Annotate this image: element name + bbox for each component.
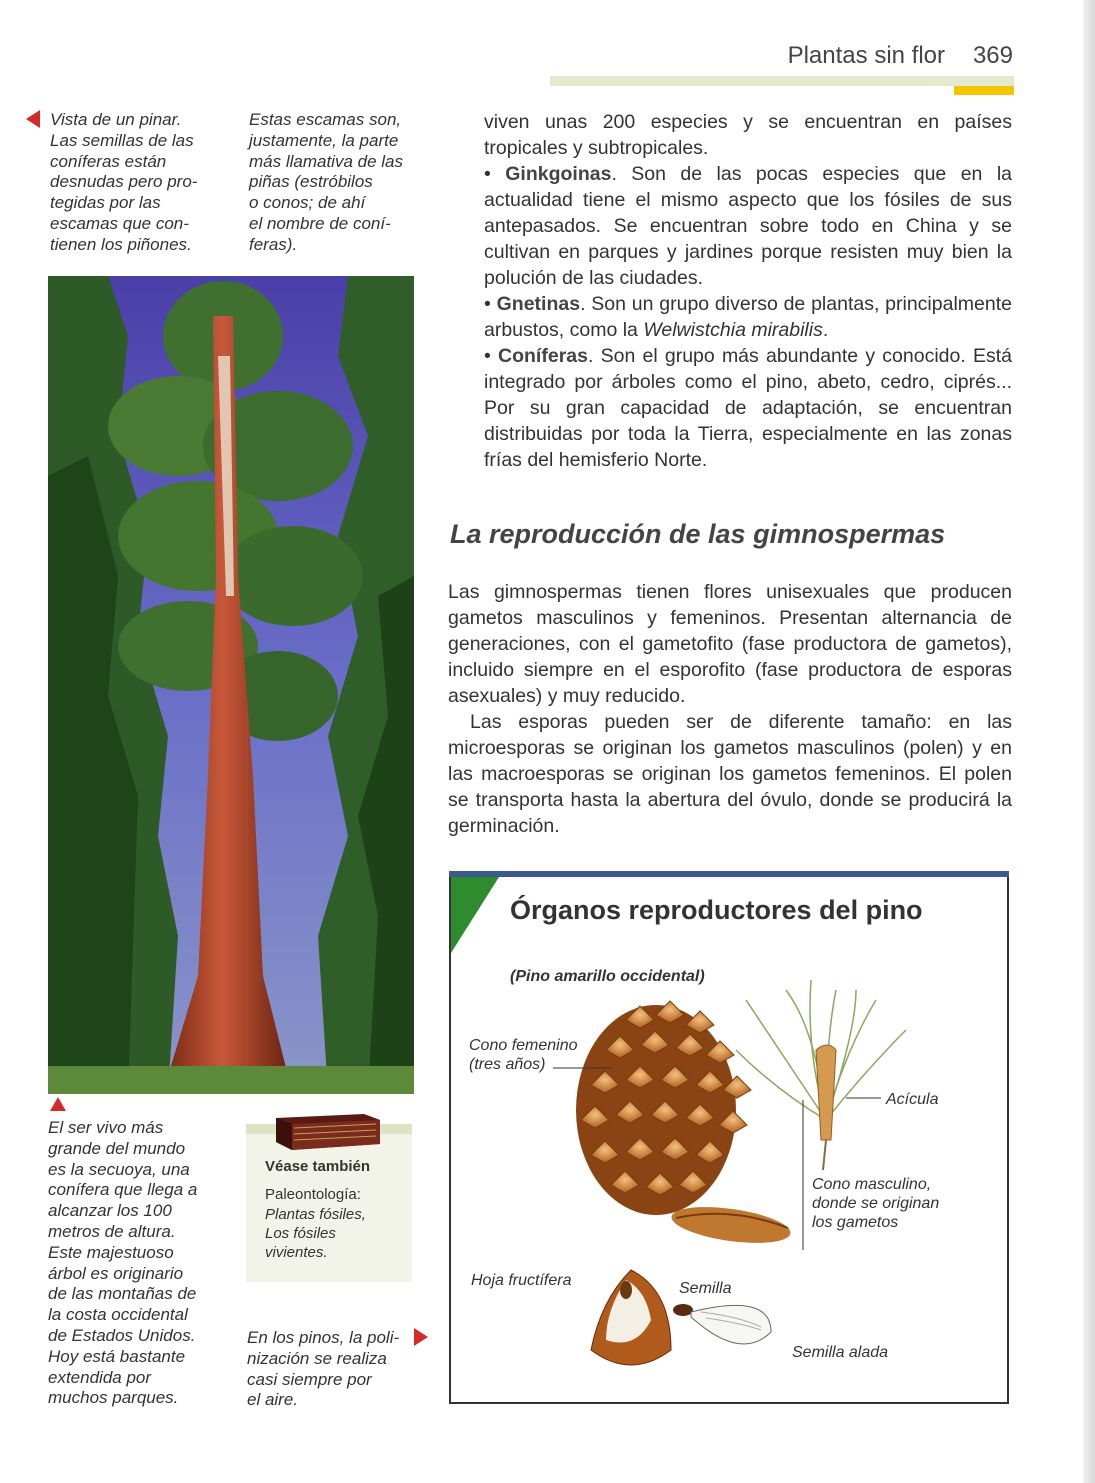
caption-pinar: Vista de un pinar. Las semillas de las coníferas están desnudas pero pro- tegidas por las escamas que con- tienen los piñones. xyxy=(50,110,198,254)
male-cone-icon xyxy=(816,1045,836,1170)
page-edge xyxy=(1083,0,1095,1483)
caption-arrow-left-icon xyxy=(26,110,40,128)
book-icon xyxy=(276,1110,380,1150)
bullet-coniferas: • Coníferas. Son el grupo más abundante y conocido. Está integrado por árboles como el pino, abeto, cedro, ciprés... Por su gran capacidad de adaptación, se encuentran distribuidas por toda la Tierra, especialmente en las zonas frías del hemisferio Norte. xyxy=(484,345,1012,471)
diagram-green-corner xyxy=(451,877,501,953)
section-paragraph-1: Las gimnospermas tienen flores unisexuales que producen gametos masculinos y femeninos. Presentan alternancia de generaciones, con el gametofito (fase productora de gametos), incluido siempre en el esporofito (fase productora de esporas asexuales) y muy reducido. xyxy=(448,581,1012,707)
section-paragraph-2: Las esporas pueden ser de diferente tamaño: en las microesporas se originan los gametos masculinos (polen) y en las macroesporas se originan los gametos femeninos. El polen se transporta hasta la abertura del óvulo, donde se producirá la germinación. xyxy=(448,711,1012,837)
winged-seed-icon xyxy=(691,1305,771,1344)
see-also-links: Plantas fósiles, Los fósiles vivientes. xyxy=(265,1206,366,1261)
fruiting-leaf-icon xyxy=(591,1270,671,1365)
caption-arrow-up-icon xyxy=(50,1097,66,1111)
caption-arrow-right-icon xyxy=(414,1328,428,1346)
header-rule xyxy=(550,76,1014,86)
bullet-ginkgoinas: • Ginkgoinas. Son de las pocas especies que en la actualidad tiene el mismo aspecto que los fósiles de sus antepasados. Se encuentran sobre todo en China y se cultivan en parques y jardines porque resisten muy bien la polución de las ciudades. xyxy=(484,163,1012,289)
main-text-top xyxy=(484,109,1012,473)
label-male-cone: Cono masculino, donde se originan los gametos xyxy=(812,1176,940,1231)
page-header-title: Plantas sin flor xyxy=(787,42,945,69)
label-winged-seed: Semilla alada xyxy=(792,1344,889,1361)
diagram-top-bar xyxy=(449,871,1009,877)
see-also-subject: Paleontología: xyxy=(265,1186,361,1203)
caption-polinizacion: En los pinos, la poli- nización se realiza casi siempre por el aire. xyxy=(247,1328,400,1410)
header-accent xyxy=(954,86,1014,95)
section-body xyxy=(448,579,1012,839)
label-female-cone: Cono femenino (tres años) xyxy=(469,1037,578,1073)
label-seed: Semilla xyxy=(679,1280,732,1297)
intro-paragraph: viven unas 200 especies y se encuentran en países tropicales y subtropicales. xyxy=(484,111,1012,159)
female-cone-icon xyxy=(576,1001,751,1215)
label-acicula: Acícula xyxy=(886,1091,939,1108)
see-also-heading: Véase también xyxy=(265,1158,371,1175)
bullet-gnetinas: • Gnetinas. Son un grupo diverso de plantas, principalmente arbustos, como la Welwistchia mirabilis. xyxy=(484,293,1012,341)
diagram-title: Órganos reproductores del pino xyxy=(510,895,923,925)
young-cone-icon xyxy=(669,1201,792,1249)
section-title: La reproducción de las gimnospermas xyxy=(450,519,946,549)
diagram-subtitle: (Pino amarillo occidental) xyxy=(510,968,705,985)
page-number: 369 xyxy=(972,42,1013,69)
caption-secuoya: El ser vivo más grande del mundo es la secuoya, una conífera que llega a alcanzar los 100 metros de altura. Este majestuoso árbol es originario de las montañas de la costa occidental de Estados Unidos. Hoy está bastante extendida por muchos parques. xyxy=(48,1118,198,1408)
seed-icon xyxy=(673,1304,693,1316)
sequoia-photo xyxy=(48,276,414,1094)
label-fruiting-leaf: Hoja fructífera xyxy=(471,1272,572,1289)
caption-escamas: Estas escamas son, justamente, la parte más llamativa de las piñas (estróbilos o conos; de ahí el nombre de coní- feras). xyxy=(249,110,404,254)
